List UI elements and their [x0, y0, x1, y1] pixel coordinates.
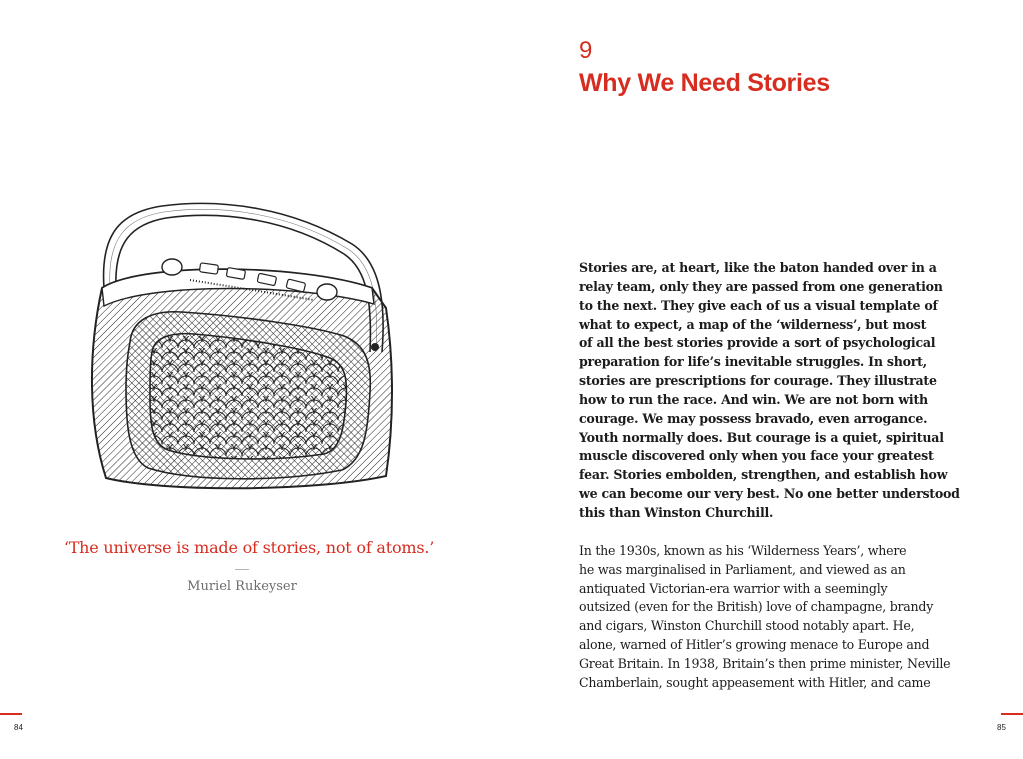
paragraph-2 [579, 542, 959, 693]
text-line: stories are prescriptions for courage. They illustrate [579, 373, 937, 389]
left-page [0, 0, 511, 759]
text-line: antiquated Victorian-era warrior with a seemingly [579, 580, 888, 596]
text-line: and cigars, Winston Churchill stood notably apart. He, [579, 618, 915, 634]
text-line: outsized (even for the British) love of champagne, brandy [579, 599, 934, 615]
text-line: what to expect, a map of the ‘wilderness’, but most [579, 316, 927, 332]
right-folio-rule [1001, 713, 1023, 715]
text-line: Great Britain. In 1938, Britain’s then prime minister, Neville [579, 655, 951, 671]
text-line: fear. Stories embolden, strengthen, and establish how [579, 467, 948, 483]
chapter-title: Why We Need Stories [579, 69, 830, 97]
pull-quote: ‘The universe is made of stories, not of atoms.’ [63, 538, 435, 557]
left-page-number: 84 [14, 723, 23, 732]
text-line: we can become our very best. No one better understood [579, 486, 960, 502]
text-line: courage. We may possess bravado, even arrogance. [579, 410, 928, 426]
body-text [579, 259, 959, 693]
text-line: how to run the race. And win. We are not born with [579, 391, 928, 407]
text-line: alone, warned of Hitler’s growing menace to Europe and [579, 637, 930, 653]
paragraph-1 [579, 259, 959, 523]
text-line: relay team, only they are passed from one generation [579, 278, 943, 294]
right-page-number: 85 [997, 723, 1006, 732]
quote-author: Muriel Rukeyser [187, 579, 297, 594]
chapter-number: 9 [579, 37, 593, 64]
quote-divider [235, 569, 249, 570]
radio-illustration [82, 192, 400, 492]
left-folio-rule [0, 713, 22, 715]
right-page [511, 0, 1023, 759]
text-line: muscle discovered only when you face your greatest [579, 448, 934, 464]
text-line: Chamberlain, sought appeasement with Hitler, and came [579, 674, 931, 690]
text-line: preparation for life’s inevitable struggles. In short, [579, 354, 927, 370]
text-line: In the 1930s, known as his ‘Wilderness Years’, where [579, 542, 907, 558]
text-line: this than Winston Churchill. [579, 504, 774, 520]
text-line: of all the best stories provide a sort of psychological [579, 335, 936, 351]
text-line: Stories are, at heart, like the baton handed over in a [579, 260, 937, 275]
text-line: Youth normally does. But courage is a quiet, spiritual [579, 429, 944, 445]
text-line: he was marginalised in Parliament, and viewed as an [579, 561, 906, 577]
text-line: to the next. They give each of us a visual template of [579, 297, 938, 313]
